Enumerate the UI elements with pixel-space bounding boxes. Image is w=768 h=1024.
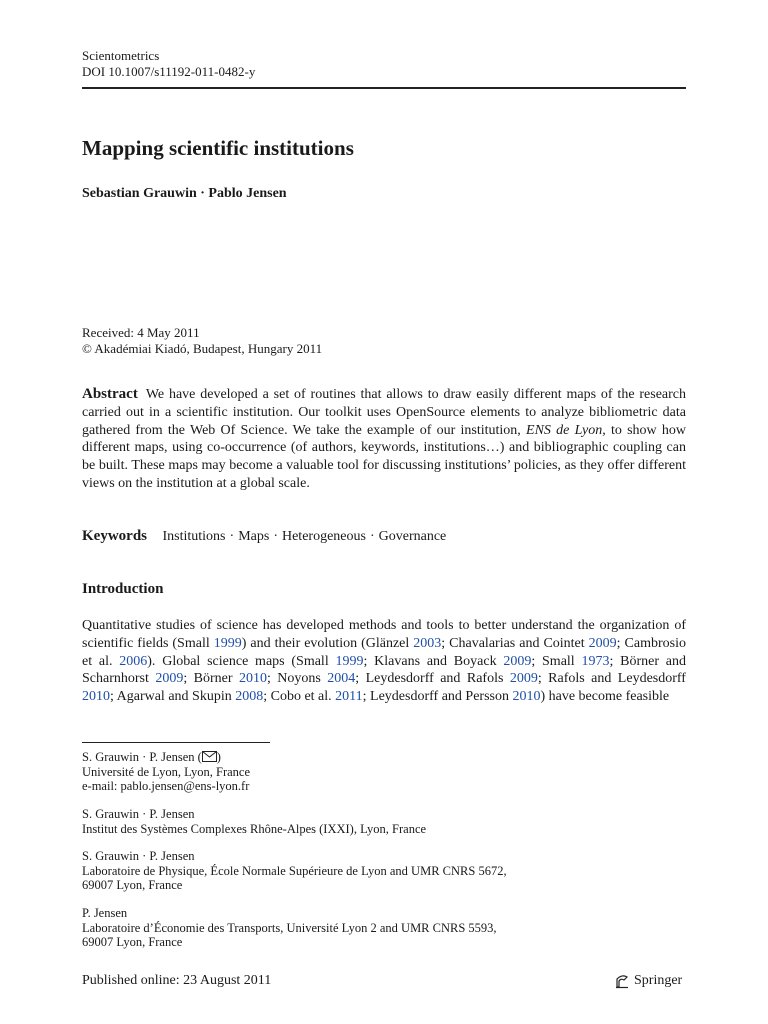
- affiliation-paren: ): [216, 750, 221, 764]
- intro-text: ; Small: [531, 653, 582, 669]
- journal-name: Scientometrics: [82, 48, 160, 63]
- journal-header: [82, 48, 255, 80]
- citation-link[interactable]: 2011: [335, 689, 363, 705]
- intro-text: ) and their evolution (Glänzel: [241, 635, 414, 651]
- affiliation-email[interactable]: e-mail: pablo.jensen@ens-lyon.fr: [82, 779, 250, 793]
- intro-text: ; Cambrosio et al.: [82, 635, 686, 669]
- intro-text: ; Rafols and Leydesdorff: [537, 671, 686, 687]
- keyword-item: Maps: [238, 529, 270, 544]
- received-date: Received: 4 May 2011: [82, 325, 200, 340]
- keyword-item: Institutions: [162, 529, 226, 544]
- citation-link[interactable]: 2010: [238, 671, 267, 687]
- paper-title: Mapping scientific institutions: [82, 136, 354, 160]
- affiliation-address: 69007 Lyon, France: [82, 935, 183, 949]
- affiliation-authors: S. Grauwin · P. Jensen: [82, 807, 195, 821]
- keyword-separator: ·: [229, 529, 235, 544]
- affiliation-authors: S. Grauwin · P. Jensen: [82, 849, 195, 863]
- keyword-separator: ·: [273, 529, 278, 544]
- intro-text: ; Leydesdorff and Rafols: [355, 671, 510, 687]
- affiliation-authors-text: S. Grauwin · P. Jensen (: [82, 750, 202, 764]
- intro-text: ; Noyons: [266, 671, 328, 687]
- springer-logo-icon: [614, 973, 630, 989]
- intro-text: ; Klavans and Boyack: [363, 653, 504, 669]
- affiliation-block: [82, 807, 426, 836]
- author-list: Sebastian Grauwin · Pablo Jensen: [82, 186, 287, 201]
- published-online-date: Published online: 23 August 2011: [82, 973, 272, 988]
- intro-text: ; Agarwal and Skupin: [110, 689, 236, 705]
- intro-text: ). Global science maps (Small: [147, 653, 336, 669]
- introduction-paragraph: [82, 617, 686, 706]
- affiliation-address: 69007 Lyon, France: [82, 878, 183, 892]
- affiliation-institution: Laboratoire de Physique, École Normale Supérieure de Lyon and UMR CNRS 5672,: [82, 863, 507, 878]
- intro-text: Quantitative studies of science has developed methods and tools to better understand the organization of scientific fields (Small: [82, 618, 686, 651]
- envelope-icon[interactable]: [202, 751, 217, 762]
- affiliation-institution: Laboratoire d’Économie des Transports, Université Lyon 2 and UMR CNRS 5593,: [82, 920, 497, 935]
- citation-link[interactable]: 1973: [581, 653, 610, 669]
- affiliation-block: [82, 849, 507, 893]
- citation-link[interactable]: 2010: [512, 689, 541, 705]
- citation-link[interactable]: 2009: [155, 671, 184, 687]
- footnote-rule: [82, 742, 270, 743]
- abstract: [82, 386, 686, 493]
- affiliation-institution: Institut des Systèmes Complexes Rhône-Alpes (IXXI), Lyon, France: [82, 821, 427, 836]
- section-heading: Introduction: [82, 581, 164, 597]
- abstract-label: Abstract: [82, 386, 138, 402]
- citation-link[interactable]: 2008: [235, 689, 264, 705]
- citation-link[interactable]: 2009: [503, 653, 532, 669]
- keyword-item: Governance: [378, 529, 447, 544]
- affiliation-block: [82, 750, 250, 794]
- affiliation-authors: [82, 750, 250, 765]
- citation-link[interactable]: 2004: [327, 671, 356, 687]
- journal-doi[interactable]: DOI 10.1007/s11192-011-0482-y: [82, 64, 256, 79]
- intro-text: ) have become feasible: [540, 689, 670, 705]
- publication-dates: [82, 325, 322, 357]
- intro-text: ; Börner: [183, 671, 239, 687]
- abstract-text-1: We have developed a set of routines that allows to draw easily different maps of the research carried out in a scientific institution. Our toolkit uses OpenSource elements to analyze bibliometric data gathered from the Web Of Science. We take the example of our institution,: [82, 387, 686, 438]
- citation-link[interactable]: 2003: [413, 635, 442, 651]
- copyright-line: © Akadémiai Kiadó, Budapest, Hungary 2011: [82, 341, 323, 356]
- citation-link[interactable]: 2010: [82, 689, 110, 705]
- intro-text: ; Leydesdorff and Persson: [362, 689, 513, 705]
- abstract-emphasis: ENS de Lyon: [526, 422, 603, 438]
- publisher-name: Springer: [634, 973, 683, 988]
- header-rule: [82, 87, 686, 89]
- citation-link[interactable]: 2009: [588, 635, 617, 651]
- keywords-label: Keywords: [82, 528, 147, 544]
- keyword-separator: ·: [369, 529, 375, 544]
- keywords: [82, 528, 446, 545]
- intro-text: ; Cobo et al.: [263, 689, 336, 705]
- publisher-logo: [614, 973, 682, 989]
- intro-text: ; Börner and Scharnhorst: [82, 653, 687, 687]
- citation-link[interactable]: 2009: [509, 671, 538, 687]
- affiliation-authors: P. Jensen: [82, 906, 128, 920]
- citation-link[interactable]: 2006: [119, 653, 148, 669]
- keyword-item: Heterogeneous: [281, 529, 366, 544]
- citation-link[interactable]: 1999: [335, 653, 364, 669]
- affiliation-institution: Université de Lyon, Lyon, France: [82, 764, 251, 779]
- abstract-text-2: , to show how different maps, using co-occurrence (of authors, keywords, institutions…) and bibliographic coupling can be built. These maps may become a valuable tool for discussing institutions’ policies, as they offer different views on the institution at a global scale.: [82, 422, 687, 491]
- affiliation-block: [82, 906, 497, 950]
- citation-link[interactable]: 1999: [213, 635, 242, 651]
- intro-text: ; Chavalarias and Cointet: [441, 635, 589, 651]
